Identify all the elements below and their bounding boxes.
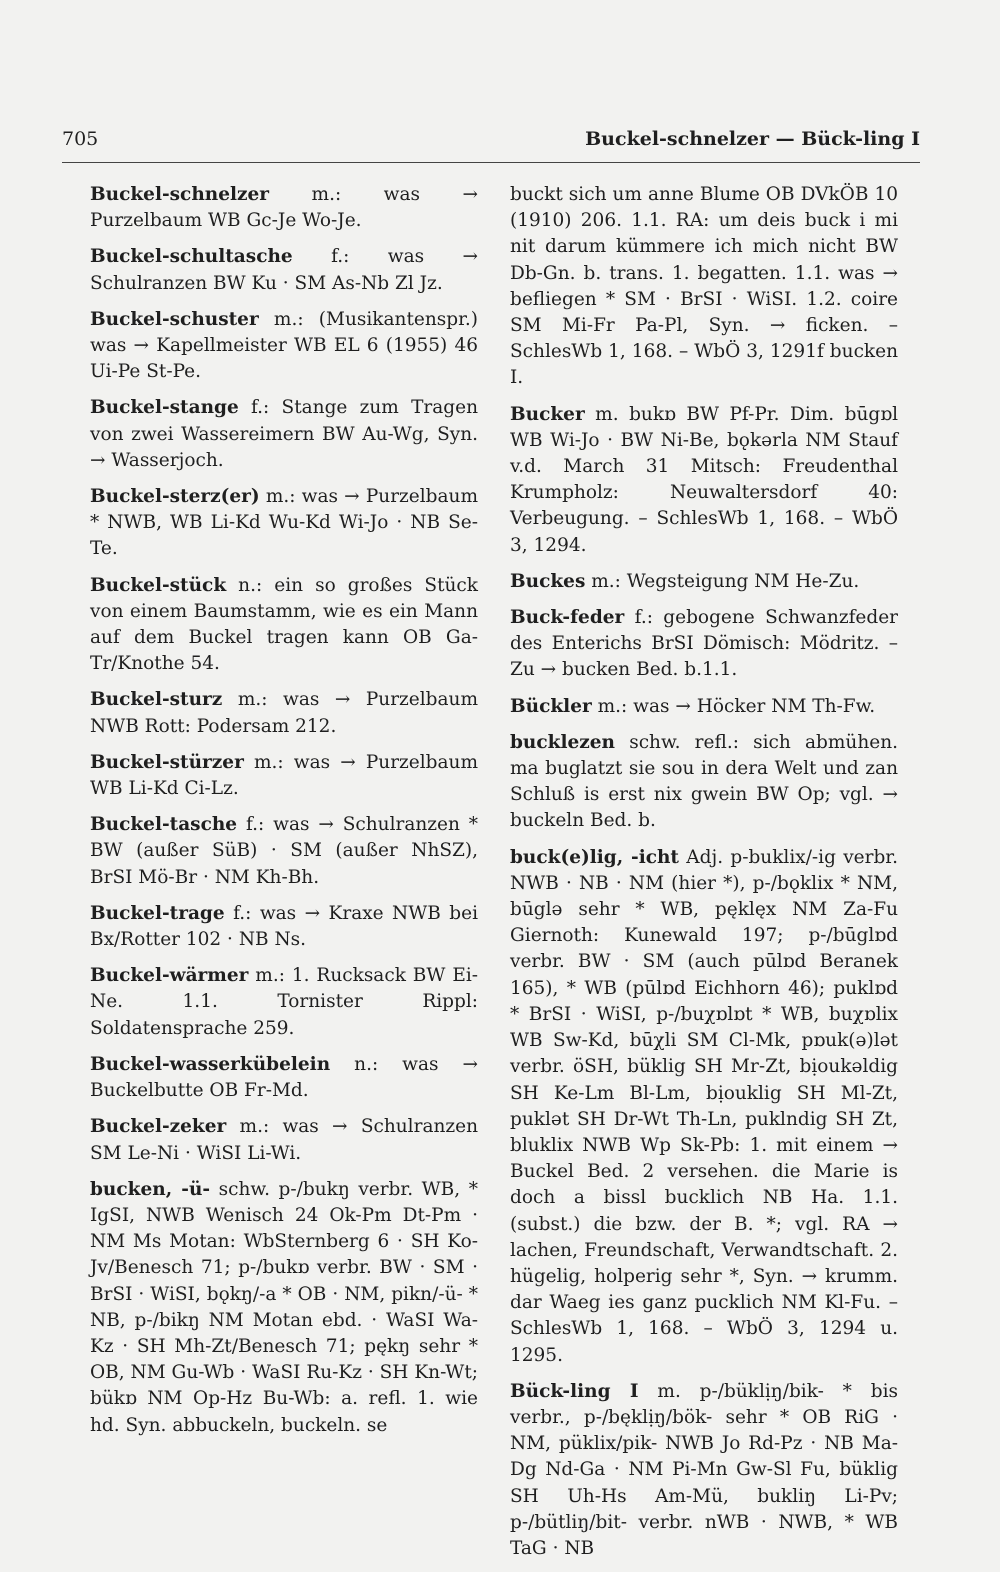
entry-headword: Buckel-stange <box>90 397 239 419</box>
page-header <box>62 128 920 163</box>
entry-headword: Buckes <box>510 570 586 592</box>
dictionary-entry <box>510 694 898 720</box>
dictionary-entry <box>510 569 898 595</box>
dictionary-entry <box>90 1114 478 1166</box>
entry-text: m.: was → Purzelbaum NWB Rott: Podersam 212. <box>90 689 478 737</box>
dictionary-entry <box>90 244 478 296</box>
dictionary-entry <box>90 750 478 802</box>
entry-headword: buck(e)lig, -icht <box>510 846 679 868</box>
dictionary-entry <box>510 730 898 835</box>
dictionary-entry <box>90 307 478 386</box>
dictionary-entry <box>510 845 898 1369</box>
entry-headword: Buckel-trage <box>90 902 225 924</box>
running-title: Buckel-schnelzer — Bück-ling I <box>585 128 920 150</box>
entry-headword: bucken, -ü- <box>90 1178 211 1200</box>
entry-text: f.: Stange zum Tragen von zwei Wassereimern BW Au-Wg, Syn. → Wasserjoch. <box>90 397 478 471</box>
entry-headword: Buckel-stück <box>90 574 227 596</box>
entry-text: n.: was → Buckelbutte OB Fr-Md. <box>90 1053 478 1102</box>
entry-text: m. p-/büklịŋ/bik- * bis verbr., p-/bęklịŋ/bök- sehr * OB RiG · NM, püklix/pik- NWB Jo Rd-Pz · NB Ma-Dg Nd-Ga · NM Pi-Mn Gw-Sl Fu, büklig SH Uh-Hs Am-Mü, bukliŋ Li-Pv; p-/bütliŋ/bit- verbr. nWB · NWB, * WB TaG · NB <box>510 1380 899 1559</box>
dictionary-entry <box>510 1379 898 1562</box>
entry-text: m.: was → Purzelbaum WB Gc-Je Wo-Je. <box>90 184 478 232</box>
dictionary-entry <box>90 1177 478 1439</box>
entry-text: f.: gebogene Schwanzfeder des Enterichs BrSI Dömisch: Mödritz. – Zu → bucken Bed. b.1.1. <box>510 607 898 681</box>
entry-headword: Buckel-wasserkübelein <box>90 1053 331 1075</box>
page-number: 705 <box>62 128 99 150</box>
entry-text: m.: was → Purzelbaum WB Li-Kd Ci-Lz. <box>90 751 478 800</box>
dictionary-entry <box>510 402 898 559</box>
dictionary-entry <box>510 605 898 684</box>
dictionary-entry <box>90 182 478 234</box>
entry-text: f.: was → Kraxe NWB bei Bx/Rotter 102 · NB Ns. <box>90 902 478 951</box>
entry-text: m.: (Musikantenspr.) was → Kapellmeister WB EL 6 (1955) 46 Ui-Pe St-Pe. <box>90 308 478 383</box>
dictionary-entry <box>90 812 478 891</box>
entry-headword: Buckel-sterz(er) <box>90 486 260 508</box>
entry-headword: Bück-ling I <box>510 1380 639 1402</box>
entry-text: m.: was → Höcker NM Th-Fw. <box>591 695 876 717</box>
dictionary-entry <box>90 573 478 678</box>
left-column <box>90 182 478 1449</box>
entry-text: m.: 1. Rucksack BW Ei-Ne. 1.1. Tornister Rippl: Soldatensprache 259. <box>90 965 478 1039</box>
dictionary-entry <box>90 963 478 1042</box>
entry-text: Adj. p-buklix/-ig verbr. NWB · NB · NM (hier *), p-/bǫklix * NM, būglə sehr * WB, pęklęx NM Za-Fu Giernoth: Kunewald 197; p-/būglɒd verbr. BW · SM (auch pūlɒd Beranek 165), * WB (pūlɒd Eichhorn 46); puklɒd * BrSI · WiSI, p-/buχɒlɒt * WB, buχɒlix WB Sw-Kd, būχli SM Cl-Mk, pɒuk(ə)lət verbr. öSH, büklig SH Mr-Zt, bịoukəldig SH Ke-Lm Bl-Lm, bịouklig SH Ml-Zt, puklət SH Dr-Wt Th-Ln, puklndig SH Zt, bluklix NWB Wp Sk-Pb: 1. mit einem → Buckel Bed. 2 versehen. die Marie is doch a bissl bucklich NB Ha. 1.1. (subst.) die bzw. der B. *; vgl. RA → lachen, Freundschaft, Verwandtschaft. 2. hügelig, holperig sehr *, Syn. → krumm. dar Waeg ies ganz pucklich NM Kl-Fu. – SchlesWb 1, 168. – WbÖ 3, 1294 u. 1295. <box>510 846 898 1366</box>
dictionary-entry <box>90 1052 478 1104</box>
entry-headword: Bucker <box>510 403 585 425</box>
entry-continuation <box>510 182 898 392</box>
entry-headword: Buckel-wärmer <box>90 965 249 987</box>
dictionary-entry <box>90 484 478 563</box>
entry-headword: Buck-feder <box>510 607 625 629</box>
entry-headword: Bückler <box>510 695 592 717</box>
entry-headword: Buckel-schnelzer <box>90 184 270 205</box>
entry-text: schw. refl.: sich abmühen. ma buglatzt sie sou in dera Welt und zan Schluß is erst nix gwein BW Op; vgl. → buckeln Bed. b. <box>510 731 898 832</box>
entry-headword: Buckel-tasche <box>90 814 238 836</box>
entry-text: f.: was → Schulranzen * BW (außer SüB) · SM (außer NhSZ), BrSI Mö-Br · NM Kh-Bh. <box>90 814 478 888</box>
entry-text: m.: was → Schulranzen SM Le-Ni · WiSI Li-Wi. <box>90 1116 478 1164</box>
dictionary-entry <box>90 901 478 953</box>
entry-text: m.: Wegsteigung NM He-Zu. <box>585 570 860 592</box>
right-column <box>510 182 898 1572</box>
entry-text: n.: ein so großes Stück von einem Baumstamm, wie es ein Mann auf dem Buckel tragen kann OB Ga-Tr/Knothe 54. <box>90 574 478 675</box>
entry-headword: bucklezen <box>510 731 615 753</box>
entry-text: m.: was → Purzelbaum * NWB, WB Li-Kd Wu-Kd Wi-Jo · NB Se-Te. <box>90 486 478 560</box>
entry-text: f.: was → Schulranzen BW Ku · SM As-Nb Zl Jz. <box>90 246 478 294</box>
entry-text: buckt sich um anne Blume OB DVkÖB 10 (1910) 206. 1.1. RA: um deis buck i mi nit darum kümmere ich mich nicht BW Db-Gn. b. trans. 1. begatten. 1.1. was → befliegen * SM · BrSI · WiSI. 1.2. coire SM Mi-Fr Pa-Pl, Syn. → ficken. – SchlesWb 1, 168. – WbÖ 3, 1291f bucken I. <box>510 184 898 389</box>
entry-text: schw. p-/bukŋ verbr. WB, * IgSI, NWB Wenisch 24 Ok-Pm Dt-Pm · NM Ms Motan: WbSternberg 6 · SH Ko-Jv/Benesch 71; p-/bukɒ verbr. BW · SM · BrSI · WiSI, bǫkŋ/-a * OB · NM, pikn/-ü- * NB, p-/bikŋ NM Motan ebd. · WaSI Wa-Kz · SH Mh-Zt/Benesch 71; pękŋ sehr * OB, NM Gu-Wb · WaSI Ru-Kz · SH Kn-Wt; bükɒ NM Op-Hz Bu-Wb: a. refl. 1. wie hd. Syn. abbuckeln, buckeln. se <box>90 1178 478 1436</box>
entry-headword: Buckel-schuster <box>90 308 259 330</box>
dictionary-entry <box>90 395 478 474</box>
entry-text: m. bukɒ BW Pf-Pr. Dim. būgɒl WB Wi-Jo · BW Ni-Be, bǫkərla NM Stauf v.d. March 31 Mitsch: Freudenthal Krumpholz: Neuwaltersdorf 40: Verbeugung. – SchlesWb 1, 168. – WbÖ 3, 1294. <box>510 403 898 556</box>
entry-headword: Buckel-zeker <box>90 1116 227 1138</box>
dictionary-entry <box>90 687 478 739</box>
entry-headword: Buckel-stürzer <box>90 751 244 773</box>
entry-headword: Buckel-schultasche <box>90 246 293 268</box>
entry-headword: Buckel-sturz <box>90 689 223 711</box>
